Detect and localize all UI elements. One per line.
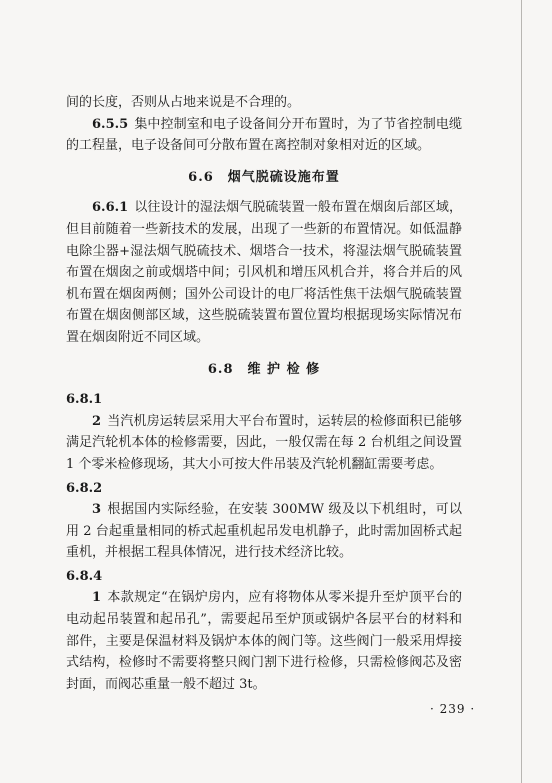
paragraph-continuation: 间的长度，否则从占地来说是不合理的。	[66, 95, 301, 110]
item-number: 1	[92, 590, 102, 606]
section-number: 6.8	[207, 361, 234, 377]
clause-text: 以往设计的湿法烟气脱硫装置一般布置在烟囱后部区域，但目前随着一些新技术的发展，出现了一些新的布置情况。如低温静电除尘器+湿法烟气脱硫技术、烟塔合一技术，将湿法烟气脱硫装置布置在烟囱之前或烟塔中间；引风机和增压风机合并，将合并后的风机布置在烟囱两侧；国外公司设计的电厂将活性焦干法烟气脱硫装置布置在烟囱侧部区域，这些脱硫装置布置位置均根据现场实际情况布置在烟囱附近不同区域。	[66, 200, 462, 345]
clause-text: 本款规定“在锅炉房内，应有将物体从零米提升至炉顶平台的电动起吊装置和起吊孔”，需要起吊至炉顶或锅炉各层平台的材料和部件，主要是保温材料及锅炉本体的阀门等。这些阀门一般采用焊接式结构，检修时不需要将整只阀门割下进行检修，只需检修阀芯及密封面，而阀芯重量一般不超过 3t。	[66, 590, 462, 692]
clause-number: 6.5.5	[92, 116, 129, 132]
item-number: 3	[92, 502, 102, 518]
document-body	[66, 92, 462, 695]
section-number: 6.6	[188, 169, 214, 185]
clause-text: 当汽机房运转层采用大平台布置时，运转层的检修面积已能够满足汽轮机本体的检修需要，因此，一般仅需在每 2 台机组之间设置 1 个零米检修现场，其大小可按大件吊装及汽轮机翻缸需要考虑。	[66, 413, 462, 472]
section-heading-6-6	[66, 167, 462, 189]
section-title: 维 护 检 修	[247, 361, 321, 377]
clause-6-8-4-item	[66, 587, 462, 695]
section-title: 烟气脱硫设施布置	[227, 169, 340, 185]
clause-heading-6-8-2: 6.8.2	[66, 480, 103, 496]
clause-6-5-5	[66, 114, 462, 157]
section-heading-6-8	[66, 359, 462, 381]
clause-text: 集中控制室和电子设备间分开布置时，为了节省控制电缆的工程量，电子设备间可分散布置在离控制对象相对近的区域。	[66, 116, 462, 154]
clause-number: 6.6.1	[92, 200, 129, 216]
clause-6-6-1	[66, 197, 462, 348]
page-edge-line	[521, 0, 522, 783]
clause-6-8-2-item	[66, 499, 462, 564]
clause-text: 根据国内实际经验，在安装 300MW 级及以下机组时，可以用 2 台起重量相同的桥式起重机起吊发电机静子，此时需加固桥式起重机，并根据工程具体情况，进行技术经济比较。	[66, 502, 462, 561]
clause-heading-6-8-1: 6.8.1	[66, 392, 103, 408]
item-number: 2	[92, 413, 102, 429]
clause-heading-6-8-4: 6.8.4	[66, 568, 103, 584]
clause-6-8-1-item	[66, 411, 462, 476]
page-number: · 239 ·	[430, 702, 476, 716]
